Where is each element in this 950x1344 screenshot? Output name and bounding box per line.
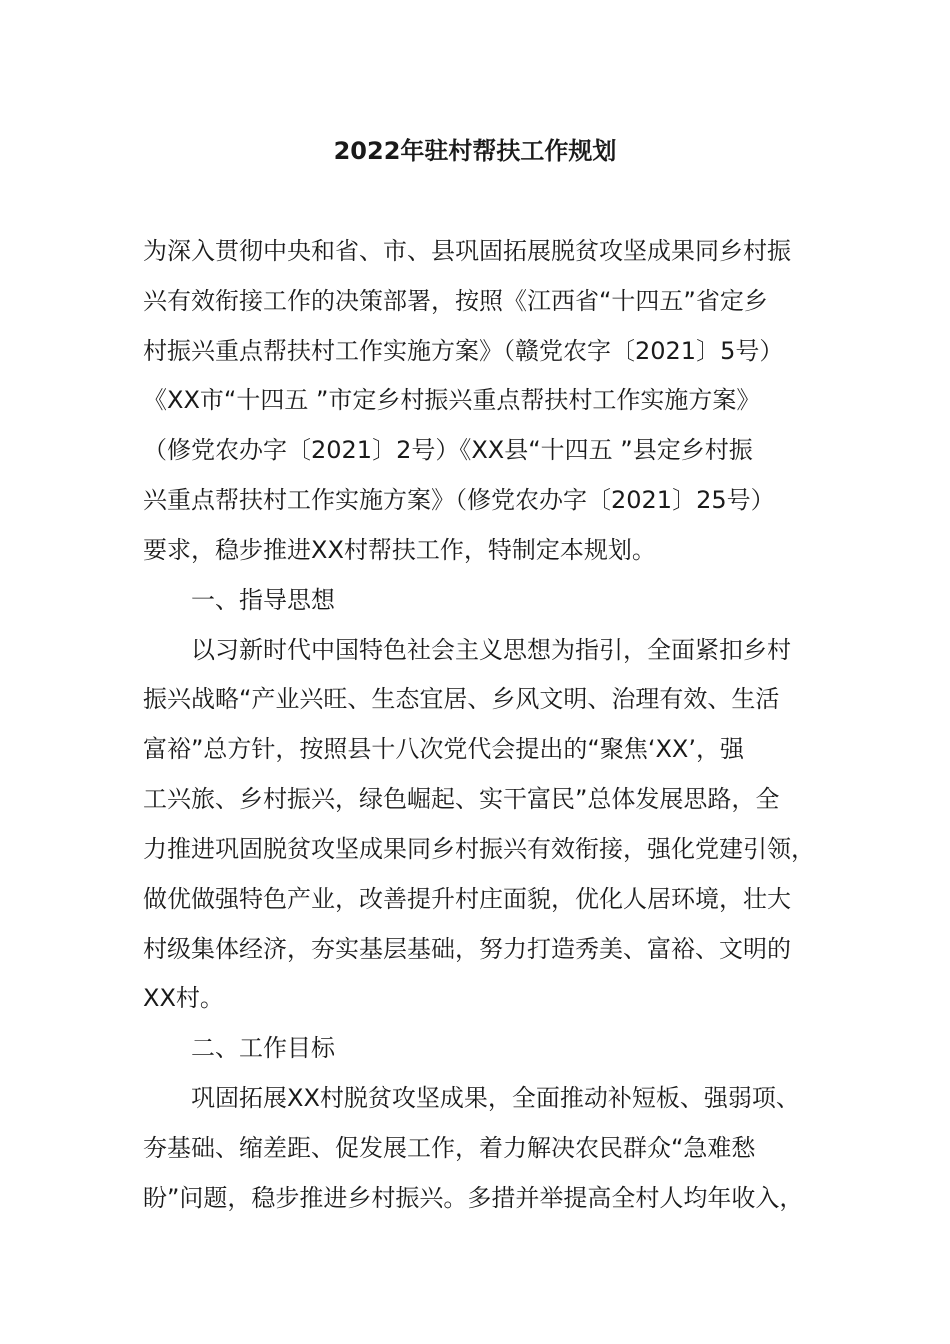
body-line: 《XX市“十四五 ”市定乡村振兴重点帮扶村工作实施方案》 <box>143 386 761 414</box>
body-line: 村级集体经济，夯实基层基础，努力打造秀美、富裕、文明的 <box>143 935 791 963</box>
document-title: 2022年驻村帮扶工作规划 <box>333 137 617 165</box>
section-heading: 一、指导思想 <box>191 586 335 614</box>
body-line: 富裕”总方针，按照县十八次党代会提出的“聚焦‘XX’，强 <box>143 735 745 763</box>
body-line: 以习新时代中国特色社会主义思想为指引，全面紧扣乡村 <box>191 636 791 664</box>
body-line: 盼”问题，稳步推进乡村振兴。多措并举提高全村人均年收入， <box>143 1184 804 1212</box>
body-line: 工兴旅、乡村振兴，绿色崛起、实干富民”总体发展思路，全 <box>143 785 780 813</box>
body-line: XX村。 <box>143 984 224 1012</box>
body-line: 振兴战略“产业兴旺、生态宜居、乡风文明、治理有效、生活 <box>143 685 780 713</box>
body-line: 村振兴重点帮扶村工作实施方案》（赣党农字〔2021〕5号） <box>143 337 784 365</box>
body-line: 兴有效衔接工作的决策部署，按照《江西省“十四五”省定乡 <box>143 287 768 315</box>
section-heading: 二、工作目标 <box>191 1034 335 1062</box>
body-line: 要求，稳步推进XX村帮扶工作，特制定本规划。 <box>143 536 656 564</box>
body-line: 为深入贯彻中央和省、市、县巩固拓展脱贫攻坚成果同乡村振 <box>143 237 791 265</box>
body-line: 做优做强特色产业，改善提升村庄面貌，优化人居环境，壮大 <box>143 885 791 913</box>
body-line: 兴重点帮扶村工作实施方案》（修党农办字〔2021〕25号） <box>143 486 775 514</box>
body-line: 夯基础、缩差距、促发展工作，着力解决农民群众“急难愁 <box>143 1134 756 1162</box>
body-line: 巩固拓展XX村脱贫攻坚成果，全面推动补短板、强弱项、 <box>191 1084 800 1112</box>
body-line: （修党农办字〔2021〕2号）《XX县“十四五 ”县定乡村振 <box>143 436 753 464</box>
body-line: 力推进巩固脱贫攻坚成果同乡村振兴有效衔接，强化党建引领， <box>143 835 815 863</box>
